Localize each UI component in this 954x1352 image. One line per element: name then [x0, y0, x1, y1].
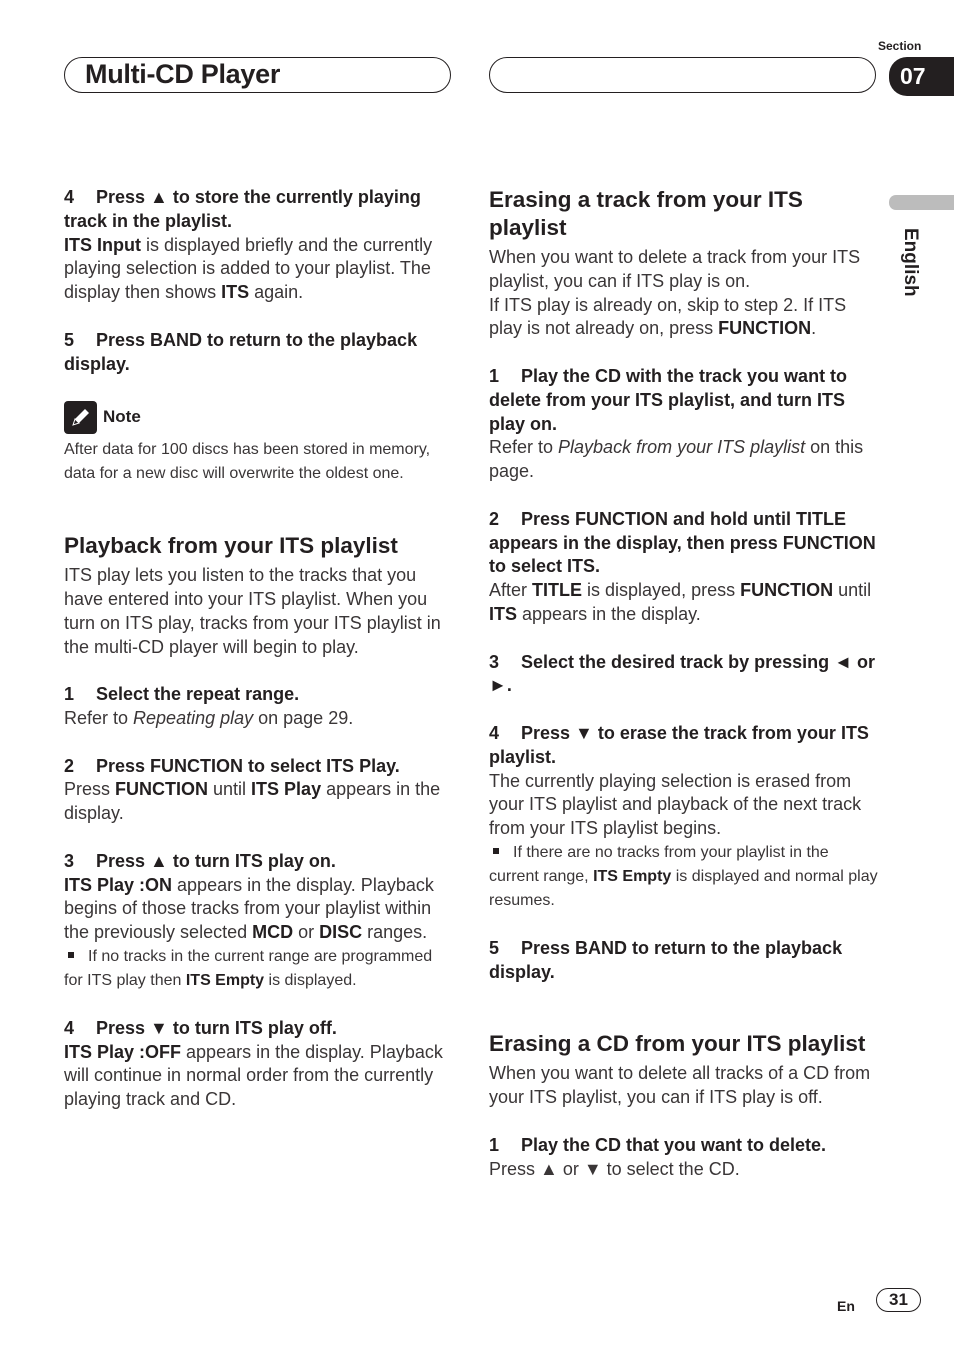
- step-4-store: [64, 186, 454, 234]
- playback-step-3-bullet: If no tracks in the current range are programmed for ITS play then ITS Empty is displayed.: [64, 947, 433, 989]
- playback-step-1: 1 Select the repeat range.: [64, 684, 300, 705]
- playback-step-2: 2 Press FUNCTION to select ITS Play.: [64, 755, 400, 776]
- step-number: 4: [64, 187, 75, 207]
- right-column: [489, 186, 879, 1181]
- bullet-square-icon: [68, 952, 74, 958]
- note-text: After data for 100 discs has been stored in memory, data for a new disc will overwrite the oldest one.: [64, 441, 431, 483]
- erase-track-step-1-body: Refer to Playback from your ITS playlist on this page.: [489, 437, 864, 482]
- erase-cd-step-1: 1 Play the CD that you want to delete.: [489, 1134, 827, 1155]
- erase-cd-step-1-body: Press ▲ or ▼ to select the CD.: [489, 1158, 740, 1179]
- section-heading-erase-cd: Erasing a CD from your ITS playlist: [489, 1031, 866, 1057]
- note-pencil-icon: [64, 401, 97, 434]
- step-4-body: ITS Input is displayed briefly and the currently playing selection is added to your playlist. The display then shows ITS again.: [64, 234, 433, 303]
- bullet-square-icon: [493, 848, 499, 854]
- playback-step-4: 4 Press ▼ to turn ITS play off.: [64, 1017, 337, 1038]
- header-blank-frame: [489, 57, 876, 93]
- step-5-band: [64, 329, 454, 377]
- erase-track-step-2-body: After TITLE is displayed, press FUNCTION until ITS appears in the display.: [489, 580, 872, 624]
- left-column: [64, 186, 454, 1112]
- section-heading-playback: Playback from your ITS playlist: [64, 533, 398, 559]
- erase-track-step-4: 4 Press ▼ to erase the track from your ITS playlist.: [489, 722, 869, 767]
- footer-language: En: [837, 1298, 855, 1314]
- section-label: Section: [878, 39, 922, 53]
- step-text: Press BAND to return to the playback display.: [64, 329, 418, 374]
- erase-track-intro-2: If ITS play is already on, skip to step 2. If ITS play is not already on, press FUNCTION.: [489, 294, 847, 339]
- erase-track-intro: When you want to delete a track from your ITS playlist, you can if ITS play is on.: [489, 247, 861, 291]
- section-number-badge: 07: [889, 57, 954, 96]
- playback-intro: ITS play lets you listen to the tracks that you have entered into your ITS playlist. When you turn on ITS play, tracks from your ITS playlist in the multi-CD player will begin to play.: [64, 565, 441, 657]
- playback-step-2-body: Press FUNCTION until ITS Play appears in the display.: [64, 779, 441, 824]
- step-number: 5: [64, 329, 75, 350]
- step-text: Press ▲ to store the currently playing track in the playlist.: [64, 187, 421, 231]
- erase-track-step-5: 5 Press BAND to return to the playback display.: [489, 937, 843, 982]
- language-label: English: [900, 228, 921, 297]
- playback-step-3-body: ITS Play :ON appears in the display. Playback begins of those tracks from your playlist within the previously selected MCD or DISC ranges.: [64, 874, 434, 943]
- note-label: Note: [103, 407, 141, 427]
- note-header: [64, 400, 454, 434]
- erase-track-step-4-body: The currently playing selection is erased from your ITS playlist and playback of the next track from your ITS playlist begins.: [489, 770, 862, 839]
- header-title-frame: [64, 57, 451, 93]
- language-tab-marker: [889, 195, 954, 210]
- section-heading-erase-track: Erasing a track from your ITS playlist: [489, 187, 803, 240]
- playback-step-1-body: Refer to Repeating play on page 29.: [64, 707, 354, 728]
- erase-cd-intro: When you want to delete all tracks of a CD from your ITS playlist, you can if ITS play is off.: [489, 1063, 871, 1108]
- erase-track-step-1: 1 Play the CD with the track you want to delete from your ITS playlist, and turn ITS play on.: [489, 365, 848, 434]
- page-number: 31: [876, 1288, 921, 1312]
- erase-track-step-2: 2 Press FUNCTION and hold until TITLE appears in the display, then press FUNCTION to select ITS.: [489, 508, 876, 577]
- erase-track-step-3: 3 Select the desired track by pressing ◄ or ►.: [489, 651, 875, 696]
- erase-track-step-4-bullet: If there are no tracks from your playlist in the current range, ITS Empty is displayed and normal play resumes.: [489, 843, 878, 909]
- page-title: Multi-CD Player: [85, 59, 281, 89]
- playback-step-4-body: ITS Play :OFF appears in the display. Playback will continue in normal order from the currently playing track and CD.: [64, 1041, 443, 1110]
- playback-step-3: 3 Press ▲ to turn ITS play on.: [64, 850, 336, 871]
